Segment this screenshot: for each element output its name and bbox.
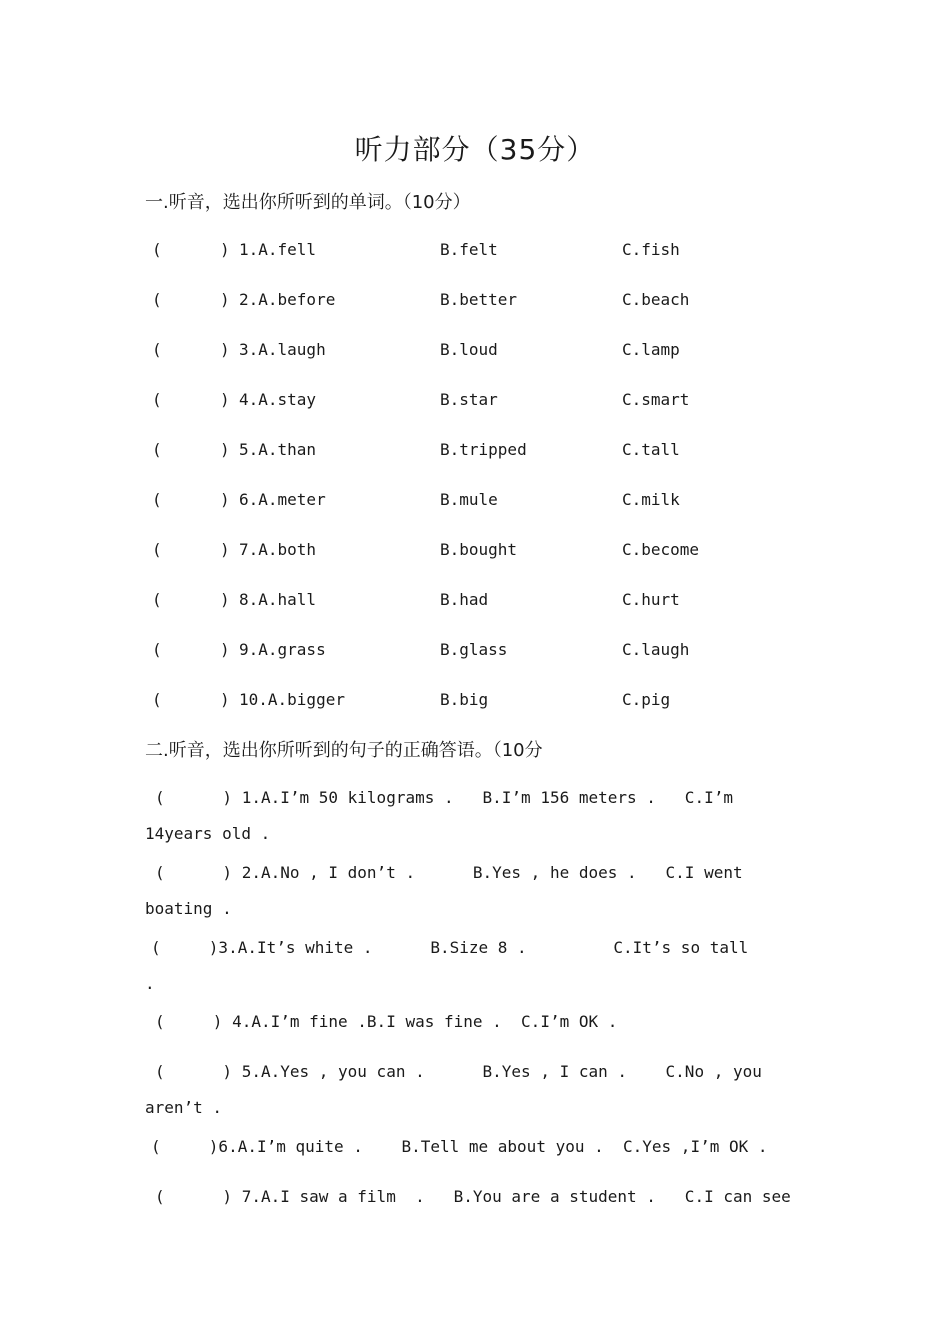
word-question-row [152,240,752,264]
option-a: 9.A.grass [239,640,326,659]
answer-paren-close: ) [220,590,230,609]
word-question-row [152,290,752,314]
sentence-line-1: ( ) 2.A.No , I don’t . B.Yes , he does . C.I went [155,863,743,882]
answer-paren-close: ) [220,690,230,709]
option-b: B.bought [440,540,518,559]
option-b: B.better [440,290,518,309]
option-a: 6.A.meter [239,490,326,509]
option-b: B.big [440,690,489,709]
option-b: B.mule [440,490,498,509]
answer-paren-close: ) [220,390,230,409]
option-a: 10.A.bigger [239,690,345,709]
word-question-row [152,590,752,614]
word-question-row [152,540,752,564]
word-question-row [152,690,752,714]
word-question-row [152,640,752,664]
option-b: B.felt [440,240,498,259]
answer-paren-close: ) [220,240,230,259]
answer-paren-close: ) [220,340,230,359]
sentence-line-2: 14years old . [145,824,271,843]
answer-paren-open: ( [152,340,162,359]
page-title: 听力部分（35分） [354,133,596,166]
word-question-row [152,340,752,364]
word-question-row [152,440,752,464]
option-b: B.tripped [440,440,527,459]
option-a: 8.A.hall [239,590,317,609]
answer-paren-close: ) [220,440,230,459]
option-b: B.glass [440,640,508,659]
answer-paren-open: ( [152,540,162,559]
answer-paren-open: ( [152,290,162,309]
option-a: 1.A.fell [239,240,317,259]
answer-paren-close: ) [220,490,230,509]
sentence-line-1: ( ) 5.A.Yes , you can . B.Yes , I can . C.No , you [155,1062,762,1081]
option-b: B.loud [440,340,498,359]
option-c: C.smart [622,390,690,409]
section-2-heading: 二.听音，选出你所听到的句子的正确答语。（10分 [145,740,543,761]
option-c: C.fish [622,240,680,259]
sentence-line-1: ( ) 4.A.I’m fine .B.I was fine . C.I’m OK . [155,1012,618,1031]
answer-paren-open: ( [152,490,162,509]
answer-paren-close: ) [220,540,230,559]
option-c: C.beach [622,290,690,309]
sentence-line-1: ( ) 7.A.I saw a film . B.You are a student . C.I can see [155,1187,791,1206]
sentence-line-1: ( ) 1.A.I’m 50 kilograms . B.I’m 156 meters . C.I’m [155,788,733,807]
answer-paren-open: ( [152,440,162,459]
option-c: C.laugh [622,640,690,659]
option-a: 5.A.than [239,440,317,459]
answer-paren-close: ) [220,640,230,659]
answer-paren-open: ( [152,690,162,709]
option-c: C.lamp [622,340,680,359]
option-c: C.tall [622,440,680,459]
option-c: C.pig [622,690,671,709]
answer-paren-open: ( [152,590,162,609]
answer-paren-open: ( [152,390,162,409]
option-c: C.become [622,540,700,559]
sentence-line-2: . [145,974,155,993]
answer-paren-open: ( [152,240,162,259]
answer-paren-close: ) [220,290,230,309]
option-a: 3.A.laugh [239,340,326,359]
sentence-line-1: ( )3.A.It’s white . B.Size 8 . C.It’s so tall [151,938,749,957]
option-c: C.milk [622,490,680,509]
option-b: B.star [440,390,498,409]
sentence-line-1: ( )6.A.I’m quite . B.Tell me about you . C.Yes ,I’m OK . [151,1137,768,1156]
option-b: B.had [440,590,489,609]
option-c: C.hurt [622,590,680,609]
sentence-line-2: boating . [145,899,232,918]
word-question-row [152,390,752,414]
option-a: 7.A.both [239,540,317,559]
answer-paren-open: ( [152,640,162,659]
option-a: 4.A.stay [239,390,317,409]
option-a: 2.A.before [239,290,336,309]
section-1-heading: 一.听音，选出你所听到的单词。（10分） [145,192,471,213]
word-question-row [152,490,752,514]
sentence-line-2: aren’t . [145,1098,223,1117]
